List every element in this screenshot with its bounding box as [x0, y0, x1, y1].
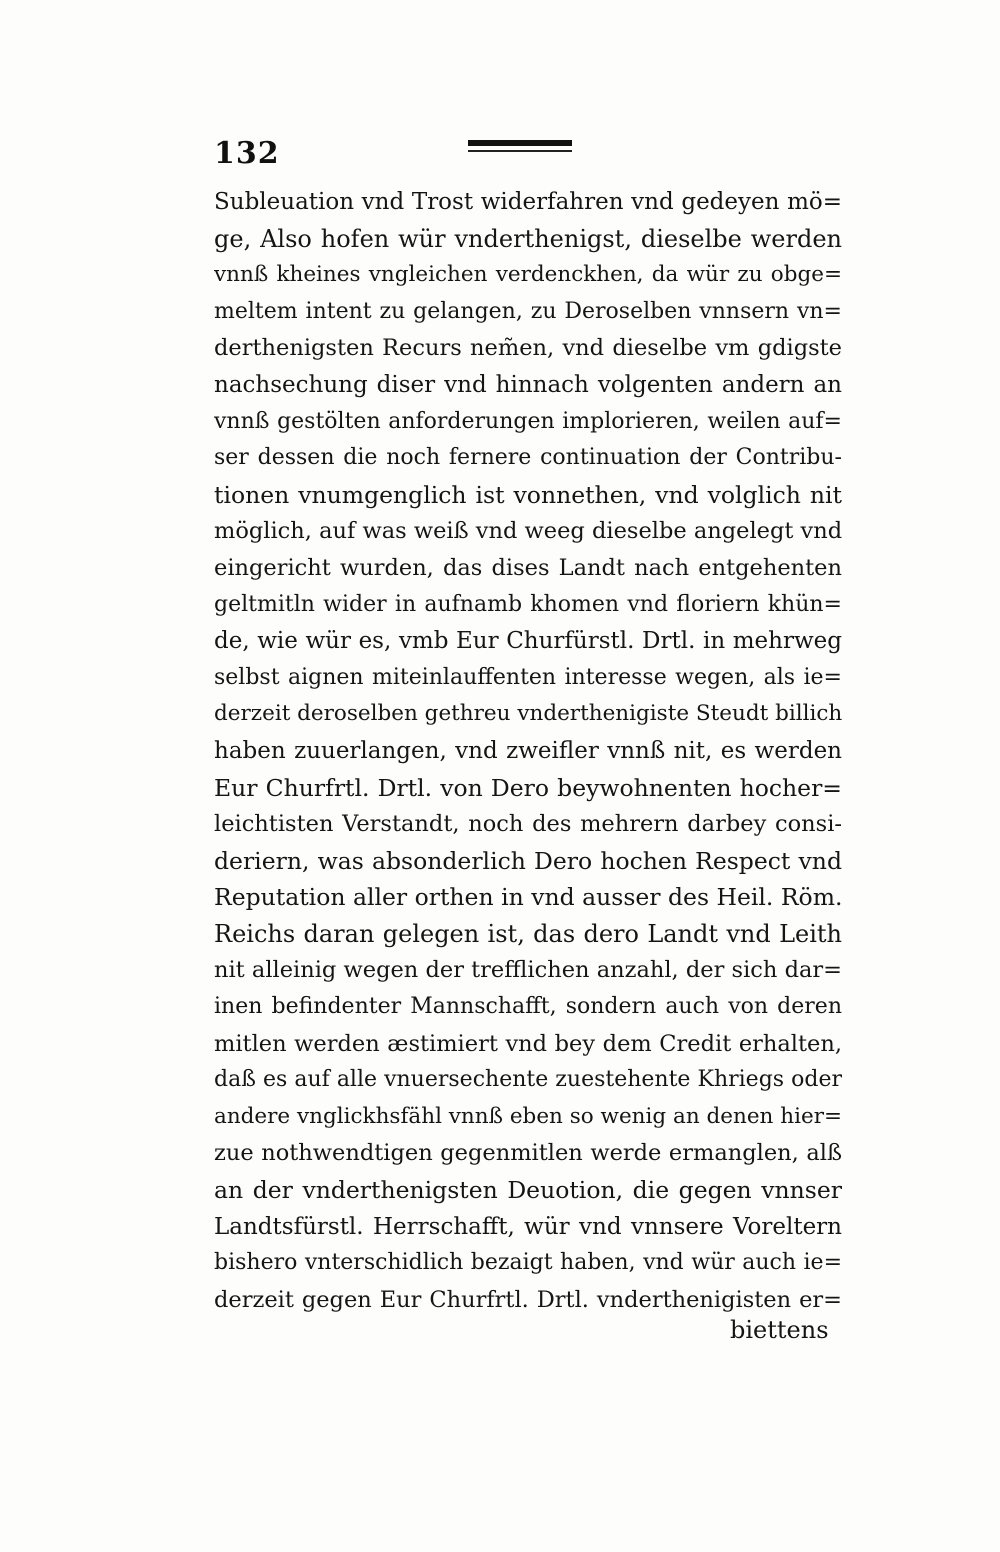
- header-rule: [468, 140, 572, 154]
- text-line: nit alleinig wegen der trefflichen anzahl, der sich dar=: [214, 957, 842, 984]
- text-line: Landtsfürstl. Herrschafft, wür vnd vnnsere Voreltern: [214, 1213, 842, 1240]
- text-line: Reputation aller orthen in vnd ausser des Heil. Röm.: [214, 883, 842, 912]
- text-line: nachsechung diser vnd hinnach volgenten andern an: [214, 371, 842, 398]
- text-line: derzeit deroselben gethreu vnderthenigiste Steudt billich: [214, 701, 842, 727]
- text-line: meltem intent zu gelangen, zu Deroselben vnnsern vn=: [214, 298, 842, 324]
- text-line: ser dessen die noch fernere continuation der Contribu-: [214, 445, 842, 471]
- text-line: Reichs daran gelegen ist, das dero Landt vnd Leith: [214, 919, 842, 948]
- text-line: leichtisten Verstandt, noch des mehrern darbey consi-: [214, 811, 842, 838]
- text-line: geltmitln wider in aufnamb khomen vnd floriern khün=: [214, 591, 842, 617]
- text-line: daß es auf alle vnuersechente zuestehente Khriegs oder: [214, 1067, 842, 1093]
- text-line: vnnß kheines vngleichen verdenckhen, da wür zu obge=: [214, 262, 842, 288]
- text-line: zue nothwendtigen gegenmitlen werde ermanglen, alß: [214, 1140, 842, 1167]
- text-line: derthenigsten Recurs nem̃en, vnd dieselbe vm gdigste: [214, 335, 842, 362]
- body-text: [214, 184, 842, 1318]
- text-line: andere vnglickhsfähl vnnß eben so wenig an denen hier=: [214, 1103, 842, 1129]
- text-line: de, wie wür es, vmb Eur Churfürstl. Drtl. in mehrweg: [214, 628, 842, 655]
- text-line: Subleuation vnd Trost widerfahren vnd gedeyen mö=: [214, 189, 842, 215]
- text-line: inen befindenter Mannschafft, sondern auch von deren: [214, 994, 842, 1020]
- page-number: 132: [214, 136, 280, 171]
- text-line: tionen vnumgenglich ist vonnethen, vnd volglich nit: [214, 480, 842, 509]
- catchword: biettens: [730, 1316, 829, 1344]
- text-line: deriern, was absonderlich Dero hochen Respect vnd: [214, 846, 842, 875]
- text-line: vnnß gestölten anforderungen implorieren, weilen auf=: [214, 408, 842, 434]
- text-line: möglich, auf was weiß vnd weeg dieselbe angelegt vnd: [214, 518, 842, 545]
- text-line: mitlen werden æstimiert vnd bey dem Credit erhalten,: [214, 1030, 842, 1057]
- text-line: eingericht wurden, das dises Landt nach entgehenten: [214, 554, 842, 581]
- text-line: haben zuuerlangen, vnd zweifler vnnß nit, es werden: [214, 737, 842, 764]
- header-rule-thick: [468, 140, 572, 146]
- text-line: selbst aignen miteinlauffenten interesse wegen, als ie=: [214, 664, 842, 690]
- text-line: derzeit gegen Eur Churfrtl. Drtl. vnderthenigisten er=: [214, 1286, 842, 1313]
- text-line: an der vnderthenigsten Deuotion, die gegen vnnser: [214, 1176, 842, 1205]
- text-line: bishero vnterschidlich bezaigt haben, vnd wür auch ie=: [214, 1250, 842, 1276]
- text-line: Eur Churfrtl. Drtl. von Dero beywohnenten hocher=: [214, 773, 842, 802]
- header-rule-thin: [468, 150, 572, 152]
- text-line: ge, Also hofen wür vnderthenigst, dieselbe werden: [214, 224, 842, 253]
